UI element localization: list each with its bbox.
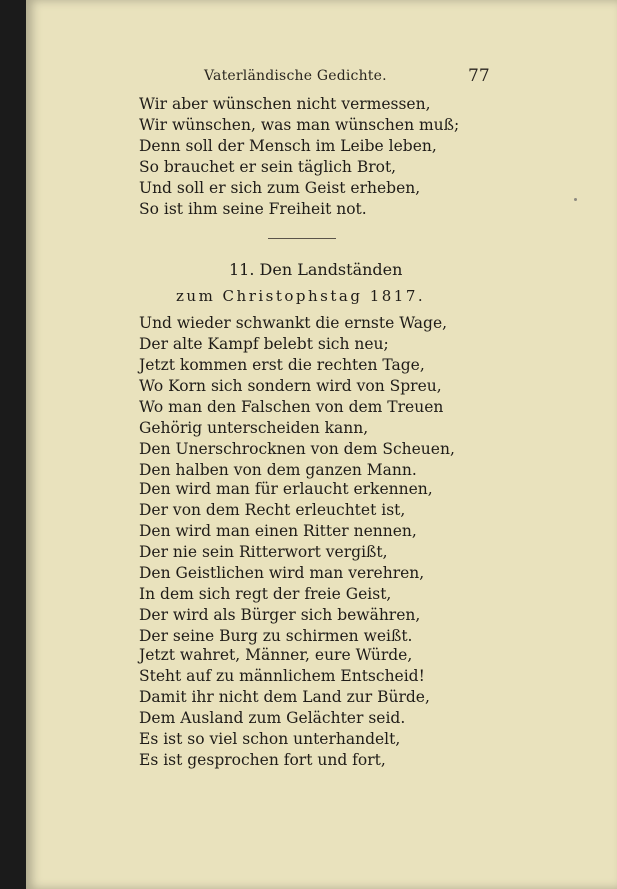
poem-line: Es ist gesprochen fort und fort, — [139, 751, 386, 769]
poem-line: Der nie sein Ritterwort vergißt, — [139, 543, 388, 561]
poem-line: Den wird man einen Ritter nennen, — [139, 522, 417, 540]
poem-line: Wo Korn sich sondern wird von Spreu, — [139, 377, 442, 395]
page-header — [26, 66, 617, 90]
stanza-3 — [139, 479, 433, 647]
stanza-2 — [139, 313, 455, 481]
poem-line: Den Unerschrocknen von dem Scheuen, — [139, 440, 455, 458]
poem-line: So brauchet er sein täglich Brot, — [139, 158, 397, 176]
poem-line: Wir wünschen, was man wünschen muß; — [139, 116, 460, 134]
poem-line: So ist ihm seine Freiheit not. — [139, 200, 367, 218]
poem-line: Wo man den Falschen von dem Treuen — [139, 398, 444, 416]
poem-line: Dem Ausland zum Gelächter seid. — [139, 709, 406, 727]
poem-line: Denn soll der Mensch im Leibe leben, — [139, 137, 437, 155]
poem-line: Den Geistlichen wird man verehren, — [139, 564, 425, 582]
poem-line: Und wieder schwankt die ernste Wage, — [139, 314, 448, 332]
section-divider — [268, 238, 336, 239]
poem-line: Steht auf zu männlichem Entscheid! — [139, 667, 425, 685]
paper-speck — [574, 198, 577, 201]
poem-title: 11. Den Landständen — [229, 260, 403, 279]
poem-line: Wir aber wünschen nicht vermessen, — [139, 95, 431, 113]
book-page — [26, 0, 617, 889]
poem-line: In dem sich regt der freie Geist, — [139, 585, 392, 603]
poem-line: Der wird als Bürger sich bewähren, — [139, 606, 421, 624]
stanza-1 — [139, 94, 459, 220]
stanza-4 — [139, 645, 430, 771]
poem-line: Gehörig unterscheiden kann, — [139, 419, 369, 437]
poem-line: Jetzt wahret, Männer, eure Würde, — [139, 646, 413, 664]
poem-line: Damit ihr nicht dem Land zur Bürde, — [139, 688, 430, 706]
poem-subtitle: zum Christophstag 1817. — [176, 287, 426, 305]
poem-line: Den halben von dem ganzen Mann. — [139, 461, 417, 479]
poem-line: Der alte Kampf belebt sich neu; — [139, 335, 389, 353]
page-number: 77 — [468, 66, 490, 86]
poem-line: Es ist so viel schon unterhandelt, — [139, 730, 401, 748]
poem-line: Und soll er sich zum Geist erheben, — [139, 179, 421, 197]
poem-line: Jetzt kommen erst die rechten Tage, — [139, 356, 425, 374]
poem-line: Der seine Burg zu schirmen weißt. — [139, 627, 413, 645]
poem-line: Den wird man für erlaucht erkennen, — [139, 480, 433, 498]
poem-line: Der von dem Recht erleuchtet ist, — [139, 501, 406, 519]
running-title: Vaterländische Gedichte. — [204, 68, 387, 84]
